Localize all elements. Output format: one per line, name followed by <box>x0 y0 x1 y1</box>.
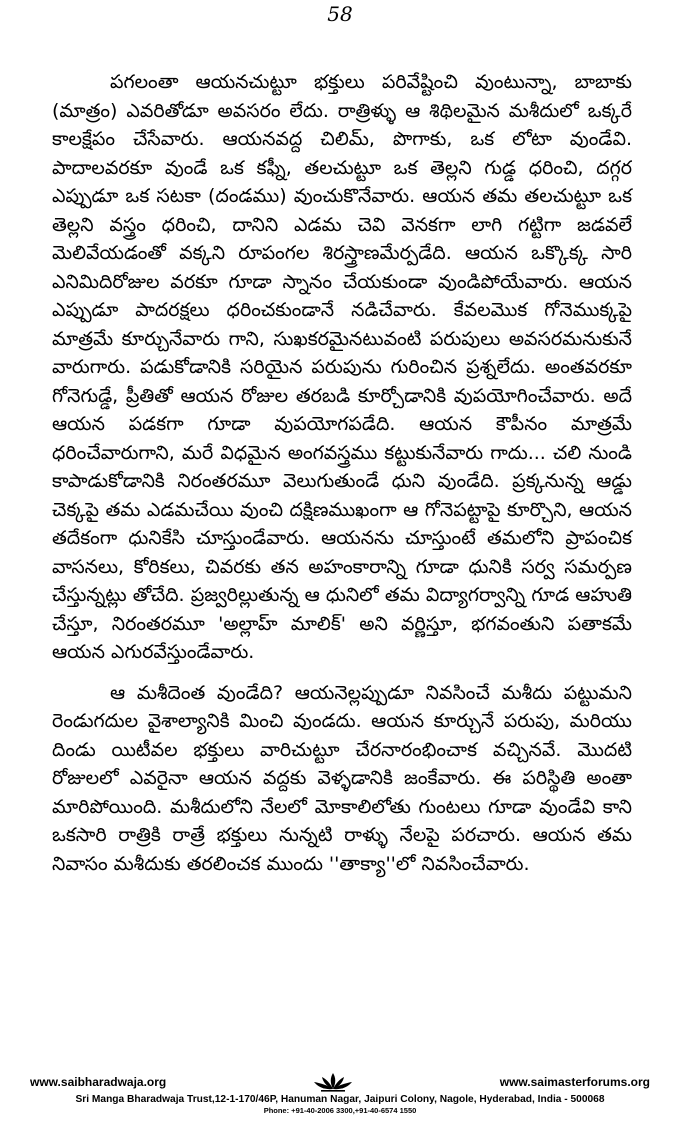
body-text <box>52 68 632 878</box>
website-right[interactable]: www.saimasterforums.org <box>499 1075 650 1089</box>
website-left[interactable]: www.saibharadwaja.org <box>30 1075 167 1089</box>
page-number: 58 <box>327 2 353 26</box>
paragraph-2: ఆ మశీదెంత వుండేది? ఆయనెల్లప్పుడూ నివసించే మశీదు పట్టుమని రెండుగదుల వైశాల్యానికి మించి వుండదు. ఆయన కూర్చునే పరుపు, మరియు దిండు యిటీవల భక్తులు వారిచుట్టూ చేరనారంభించాక వచ్చినవే. మొదటి రోజులలో ఎవరైనా ఆయన వద్దకు వెళ్ళడానికి జంకేవారు. ఈ పరిస్థితి అంతా మారిపోయింది. మశీదులోని నేలలో మోకాలిలోతు గుంటలు గూడా వుండేవి కాని ఒకసారి రాత్రికి రాత్రే భక్తులు నున్నటి రాళ్ళు నేలపై పరచారు. ఆయన తమ నివాసం మశీదుకు తరలించక ముందు ''తాక్యా''లో నివసించేవారు. <box>52 681 632 875</box>
paragraph-1: పగలంతా ఆయనచుట్టూ భక్తులు పరివేష్టించి వుంటున్నా, బాబాకు (మాత్రం) ఎవరితోడూ అవసరం లేదు. రాత్రిళ్ళు ఆ శిథిలమైన మశీదులో ఒక్కరే కాలక్షేపం చేసేవారు. ఆయనవద్ద చిలిమ్, పొగాకు, ఒక లోటా వుండేవి. పాదాలవరకూ వుండే ఒక కఫ్నీ, తలచుట్టూ ఒక తెల్లని గుడ్డ ధరించి, దగ్గర ఎప్పుడూ ఒక సటకా (దండము) వుంచుకొనేవారు. ఆయన తమ తలచుట్టూ ఒక తెల్లని వస్త్రం ధరించి, దానిని ఎడమ చెవి వెనకగా లాగి గట్టిగా జడవలే మెలివేయడంతో వక్కని రూపంగల శిరస్త్రాణమేర్పడేది. ఆయన ఒక్కొక్క సారి ఎనిమిదిరోజుల వరకూ గూడా స్నానం చేయకుండా వుండిపోయేవారు. ఆయన ఎప్పుడూ పాదరక్షలు ధరించకుండానే నడిచేవారు. కేవలమొక గోనెముక్కపై మాత్రమే కూర్చునేవారు గాని, సుఖకరమైనటువంటి పరుపులు అవసరమనుకునే వారుగారు. పడుకోడానికి సరియైన పరుపును గురించిన ప్రశ్నలేదు. అంతవరకూ గోనెగుడ్డే, ప్రీతితో ఆయన రోజుల తరబడి కూర్చోడానికి వుపయోగించేవారు. అదే ఆయన పడకగా గూడా వుపయోగపడేది. ఆయన కౌపీనం మాత్రమే ధరించేవారుగాని, మరే విధమైన అంగవస్త్రము కట్టుకునేవారు గాదు... చలి నుండి కాపాడుకోడానికి నిరంతరమూ వెలుగుతుండే ధుని వుండేది. ప్రక్కనున్న ఆడ్డు చెక్కపై తమ ఎడమచేయి వుంచి దక్షిణముఖంగా ఆ గోనెపట్టాపై కూర్చొని, ఆయన తదేకంగా ధునికేసి చూస్తుండేవారు. ఆయనను చూస్తుంటే తమలోని ప్రాపంచిక వాసనలు, కోరికలు, చివరకు తన అహంకారాన్ని గూడా ధునికి సర్వ సమర్పణ చేస్తున్నట్లు తోచేది. ప్రజ్వరిల్లుతున్న ఆ ధునిలో తమ విద్యాగర్వాన్ని గూడ ఆహుతి చేస్తూ, నిరంతరమూ 'అల్లాహ్ మాలిక్' అని వర్ణిస్తూ, భగవంతుని పతాకమే ఆయన ఎగురవేస్తుండేవారు. <box>52 71 632 663</box>
footer-row <box>30 1072 650 1092</box>
page-footer <box>30 1072 650 1115</box>
lotus-emblem-icon <box>313 1072 353 1092</box>
footer-phone: Phone: +91-40-2006 3300,+91-40-6574 1550 <box>263 1106 417 1115</box>
footer-address: Sri Manga Bharadwaja Trust,12-1-170/46P, Hanuman Nagar, Jaipuri Colony, Nagole, Hyderabad, India - 500068 <box>75 1094 605 1105</box>
